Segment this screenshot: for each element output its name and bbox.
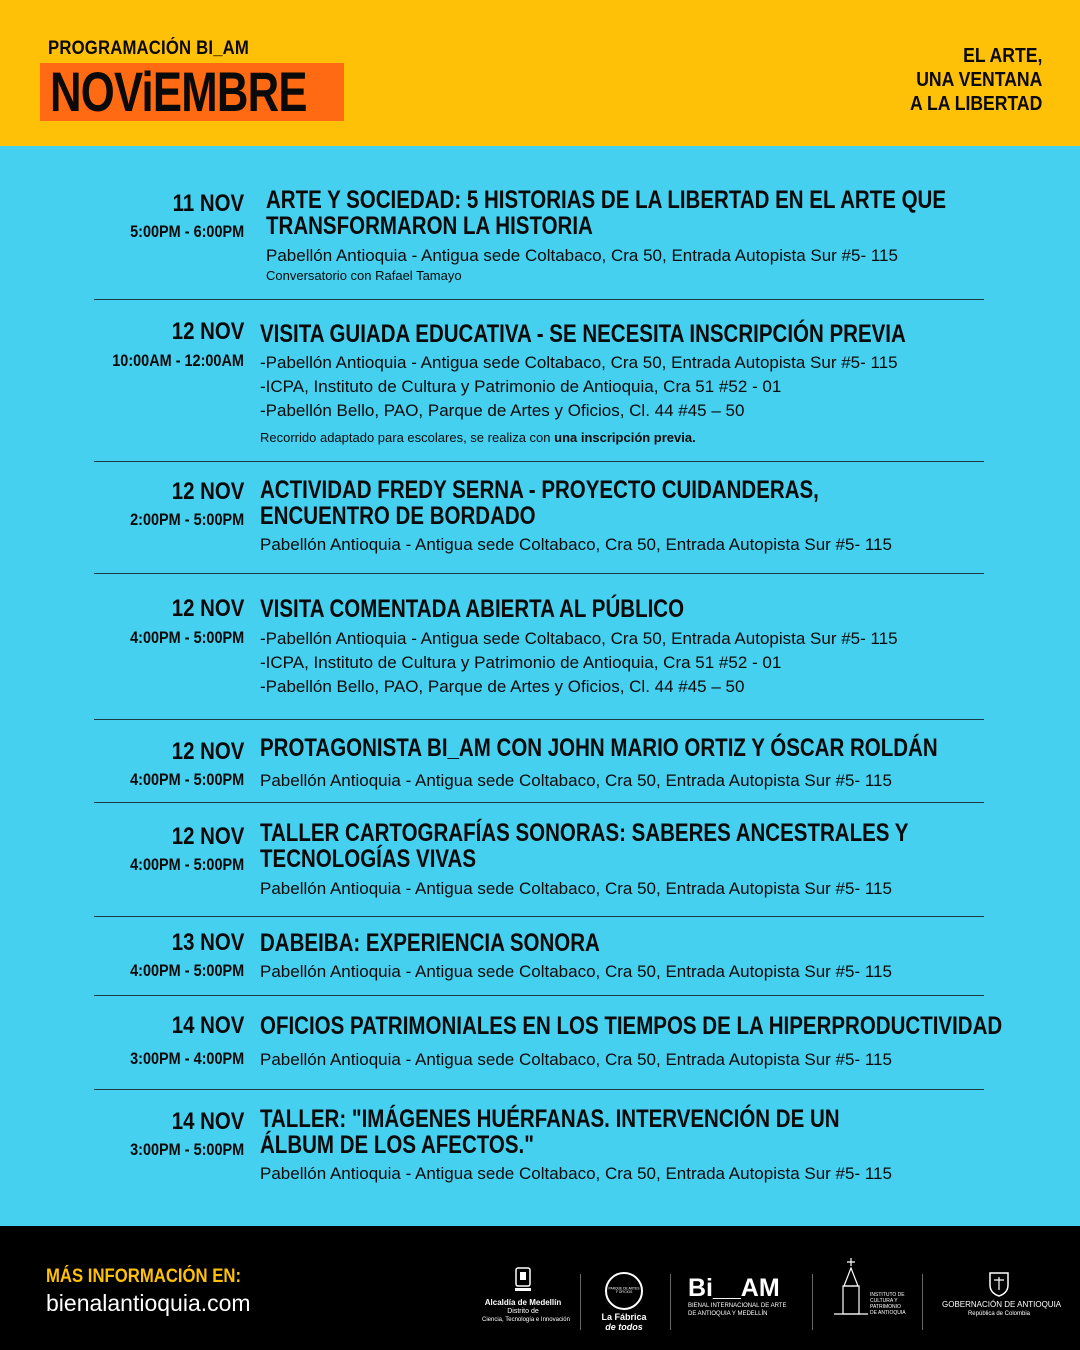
event-time: 3:00PM - 5:00PM	[129, 1140, 244, 1159]
event-title-line: TALLER: "IMÁGENES HUÉRFANAS. INTERVENCIÓN DE UN	[260, 1105, 840, 1133]
event-date: 14 NOV	[171, 1108, 244, 1135]
event-title-line: ENCUENTRO DE BORDADO	[260, 502, 536, 530]
event-title-line: VISITA GUIADA EDUCATIVA - SE NECESITA INSCRIPCIÓN PREVIA	[260, 320, 906, 348]
icpa-sub-block	[870, 1292, 906, 1316]
gobernacion-sub: República de Colombia	[967, 1311, 1031, 1317]
event-location: Pabellón Antioquia - Antigua sede Coltabaco, Cra 50, Entrada Autopista Sur #5- 115	[260, 535, 892, 554]
event-title-line: TALLER CARTOGRAFÍAS SONORAS: SABERES ANCESTRALES Y	[260, 819, 909, 847]
event-title	[260, 820, 998, 872]
website-link[interactable]: bienalantioquia.com	[46, 1290, 251, 1316]
shield-icon	[987, 1270, 1011, 1298]
icpa-sub: PATRIMONIO	[870, 1304, 901, 1310]
alcaldia-logo	[482, 1266, 570, 1324]
event-title-line: ARTE Y SOCIEDAD: 5 HISTORIAS DE LA LIBERTAD EN EL ARTE QUE	[266, 186, 946, 214]
divider	[94, 916, 984, 917]
icpa-sub: INSTITUTO DE	[870, 1292, 905, 1298]
program-label: PROGRAMACIÓN BI_AM	[48, 38, 250, 59]
event-location: Pabellón Antioquia - Antigua sede Coltabaco, Cra 50, Entrada Autopista Sur #5- 115	[260, 1164, 892, 1183]
event-time: 5:00PM - 6:00PM	[129, 222, 244, 241]
tagline-line: A LA LIBERTAD	[909, 93, 1042, 115]
divider	[94, 461, 984, 462]
event-title	[260, 596, 998, 622]
event-location: -ICPA, Instituto de Cultura y Patrimonio de Antioquia, Cra 51 #52 - 01	[260, 377, 782, 396]
event-title	[266, 187, 1004, 239]
event-note: Conversatorio con Rafael Tamayo	[266, 268, 462, 283]
event-date: 12 NOV	[171, 318, 244, 345]
event-time: 4:00PM - 5:00PM	[129, 961, 244, 980]
biam-sub: BIENAL INTERNACIONAL DE ARTE	[688, 1303, 787, 1309]
icpa-sub: DE ANTIOQUIA	[870, 1310, 906, 1316]
biam-logo	[688, 1266, 788, 1318]
event-location: Pabellón Antioquia - Antigua sede Coltabaco, Cra 50, Entrada Autopista Sur #5- 115	[260, 771, 892, 790]
event-date: 11 NOV	[172, 190, 244, 217]
event-date: 12 NOV	[171, 738, 244, 765]
divider	[94, 719, 984, 720]
event-location: Pabellón Antioquia - Antigua sede Coltabaco, Cra 50, Entrada Autopista Sur #5- 115	[266, 246, 898, 265]
event-title	[260, 321, 998, 347]
more-info-label: MÁS INFORMACIÓN EN:	[46, 1266, 242, 1287]
event-title-line: ÁLBUM DE LOS AFECTOS."	[260, 1131, 534, 1159]
alcaldia-sub: Ciencia, Tecnología e Innovación	[482, 1317, 570, 1323]
divider	[94, 1089, 984, 1090]
gobernacion-name: GOBERNACIÓN DE ANTIOQUIA	[942, 1300, 1062, 1309]
logo-separator	[922, 1274, 923, 1330]
coat-of-arms-icon	[513, 1266, 533, 1296]
icpa-sub: CULTURA Y	[870, 1298, 898, 1304]
fabrica-seal-text: PARQUE DE ARTES Y OFICIOS	[608, 1287, 640, 1295]
divider	[94, 573, 984, 574]
event-time: 4:00PM - 5:00PM	[129, 770, 244, 789]
event-location: -Pabellón Antioquia - Antigua sede Coltabaco, Cra 50, Entrada Autopista Sur #5- 115	[260, 629, 898, 648]
fabrica-name: La Fábrica	[601, 1312, 647, 1322]
event-location: -Pabellón Bello, PAO, Parque de Artes y Oficios, Cl. 44 #45 – 50	[260, 677, 745, 696]
header	[0, 0, 1080, 146]
event-time: 2:00PM - 5:00PM	[129, 510, 244, 529]
footer	[0, 1226, 1080, 1350]
alcaldia-name: Alcaldía de Medellín	[484, 1298, 562, 1307]
biam-sub: DE ANTIOQUIA Y MEDELLÍN	[688, 1311, 768, 1317]
logo-separator	[670, 1274, 671, 1330]
event-title-line: ACTIVIDAD FREDY SERNA - PROYECTO CUIDANDERAS,	[260, 476, 819, 504]
logo-separator	[812, 1274, 813, 1330]
gobernacion-logo	[942, 1266, 1062, 1318]
tagline	[910, 44, 1042, 116]
event-title	[260, 735, 998, 761]
divider	[94, 299, 984, 300]
event-date: 13 NOV	[171, 929, 244, 956]
event-location: Pabellón Antioquia - Antigua sede Coltabaco, Cra 50, Entrada Autopista Sur #5- 115	[260, 962, 892, 981]
event-title-line: DABEIBA: EXPERIENCIA SONORA	[260, 929, 600, 957]
event-note-text: Recorrido adaptado para escolares, se realiza con	[260, 430, 555, 445]
fabrica-name: de todos	[605, 1322, 643, 1332]
month-title: NOViEMBRE	[50, 60, 307, 123]
tagline-line: UNA VENTANA	[915, 69, 1042, 91]
event-title-line: TRANSFORMARON LA HISTORIA	[266, 212, 593, 240]
fabrica-logo	[596, 1266, 652, 1332]
event-title	[260, 1106, 998, 1158]
event-location: -ICPA, Instituto de Cultura y Patrimonio de Antioquia, Cra 51 #52 - 01	[260, 653, 782, 672]
event-time: 3:00PM - 4:00PM	[129, 1049, 244, 1068]
event-title	[260, 477, 998, 529]
event-date: 14 NOV	[171, 1012, 244, 1039]
event-date: 12 NOV	[171, 823, 244, 850]
divider	[94, 995, 984, 996]
event-title-line: VISITA COMENTADA ABIERTA AL PÚBLICO	[260, 595, 685, 623]
event-time: 4:00PM - 5:00PM	[129, 628, 244, 647]
divider	[94, 802, 984, 803]
event-title-line: OFICIOS PATRIMONIALES EN LOS TIEMPOS DE LA HIPERPRODUCTIVIDAD	[260, 1012, 1003, 1040]
alcaldia-sub: Distrito de	[507, 1308, 539, 1315]
event-location: Pabellón Antioquia - Antigua sede Coltabaco, Cra 50, Entrada Autopista Sur #5- 115	[260, 879, 892, 898]
event-title-line: TECNOLOGÍAS VIVAS	[260, 845, 477, 873]
tagline-line: EL ARTE,	[962, 45, 1042, 67]
event-title	[260, 1012, 1003, 1040]
event-time: 10:00AM - 12:00AM	[112, 351, 244, 370]
event-title	[260, 930, 998, 956]
fabrica-seal	[605, 1272, 643, 1310]
logo-separator	[580, 1274, 581, 1330]
event-note-emphasis: una inscripción previa.	[554, 430, 696, 445]
event-note	[260, 430, 696, 446]
event-date: 12 NOV	[171, 595, 244, 622]
event-location: Pabellón Antioquia - Antigua sede Coltabaco, Cra 50, Entrada Autopista Sur #5- 115	[260, 1050, 892, 1069]
biam-wordmark: Bi__AM	[688, 1274, 780, 1302]
event-date: 12 NOV	[171, 478, 244, 505]
church-tower-icon	[830, 1256, 872, 1318]
event-time: 4:00PM - 5:00PM	[129, 855, 244, 874]
event-location: -Pabellón Antioquia - Antigua sede Coltabaco, Cra 50, Entrada Autopista Sur #5- 115	[260, 353, 898, 372]
event-title-line: PROTAGONISTA BI_AM CON JOHN MARIO ORTIZ Y ÓSCAR ROLDÁN	[260, 734, 938, 762]
event-location: -Pabellón Bello, PAO, Parque de Artes y Oficios, Cl. 44 #45 – 50	[260, 401, 745, 420]
